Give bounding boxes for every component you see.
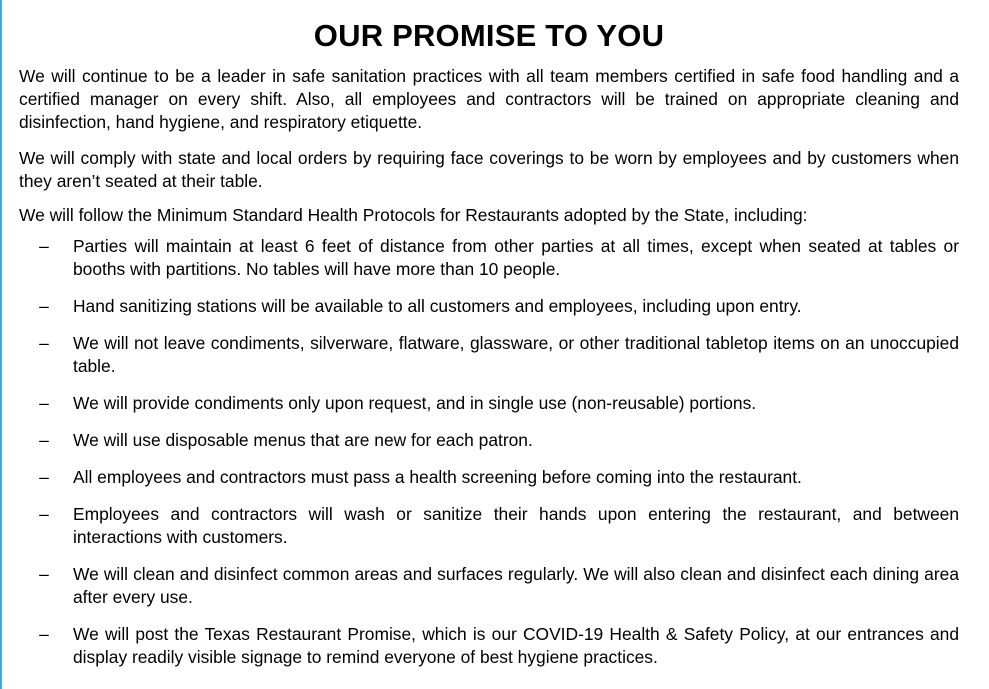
list-item-text: We will not leave condiments, silverware, flatware, glassware, or other traditional tabletop items on an unoccupied table. [73, 333, 959, 376]
dash-bullet: – [39, 296, 49, 316]
list-item-text: Employees and contractors will wash or sanitize their hands upon entering the restaurant, and between interactions with customers. [73, 504, 959, 547]
dash-bullet: – [39, 467, 49, 487]
list-item [19, 466, 959, 489]
list-item-text: We will provide condiments only upon request, and in single use (non-reusable) portions. [73, 393, 757, 413]
list-item-text: We will clean and disinfect common areas and surfaces regularly. We will also clean and disinfect each dining area after every use. [73, 564, 959, 607]
dash-bullet: – [39, 333, 49, 353]
protocol-list [19, 235, 959, 669]
page-title: OUR PROMISE TO YOU [313, 18, 665, 53]
list-item [19, 623, 959, 669]
intro-paragraph-face-coverings: We will comply with state and local orders by requiring face coverings to be worn by employees and by customers when they aren’t seated at their table. [19, 148, 959, 191]
list-item-text: We will post the Texas Restaurant Promise, which is our COVID-19 Health & Safety Policy, at our entrances and display readily visible signage to remind everyone of best hygiene practices. [73, 624, 959, 667]
document-page [19, 0, 959, 683]
list-item [19, 563, 959, 609]
list-item-text: Hand sanitizing stations will be available to all customers and employees, including upon entry. [73, 296, 802, 316]
list-item [19, 392, 959, 415]
list-item [19, 429, 959, 452]
list-item-text: We will use disposable menus that are new for each patron. [73, 430, 533, 450]
dash-bullet: – [39, 236, 49, 256]
page-edge-accent [0, 0, 2, 689]
dash-bullet: – [39, 430, 49, 450]
dash-bullet: – [39, 393, 49, 413]
dash-bullet: – [39, 564, 49, 584]
list-item [19, 332, 959, 378]
intro-paragraph-sanitation: We will continue to be a leader in safe sanitation practices with all team members certified in safe food handling and a certified manager on every shift. Also, all employees and contractors will be trained on appropriate cleaning and disinfection, hand hygiene, and respiratory etiquette. [19, 66, 959, 132]
dash-bullet: – [39, 624, 49, 644]
list-item-text: All employees and contractors must pass a health screening before coming into the restaurant. [73, 467, 802, 487]
dash-bullet: – [39, 504, 49, 524]
list-item [19, 235, 959, 281]
list-item [19, 503, 959, 549]
intro-paragraph-protocols: We will follow the Minimum Standard Health Protocols for Restaurants adopted by the State, including: [19, 205, 808, 225]
list-item-text: Parties will maintain at least 6 feet of distance from other parties at all times, except when seated at tables or booths with partitions. No tables will have more than 10 people. [73, 236, 959, 279]
list-item [19, 295, 959, 318]
